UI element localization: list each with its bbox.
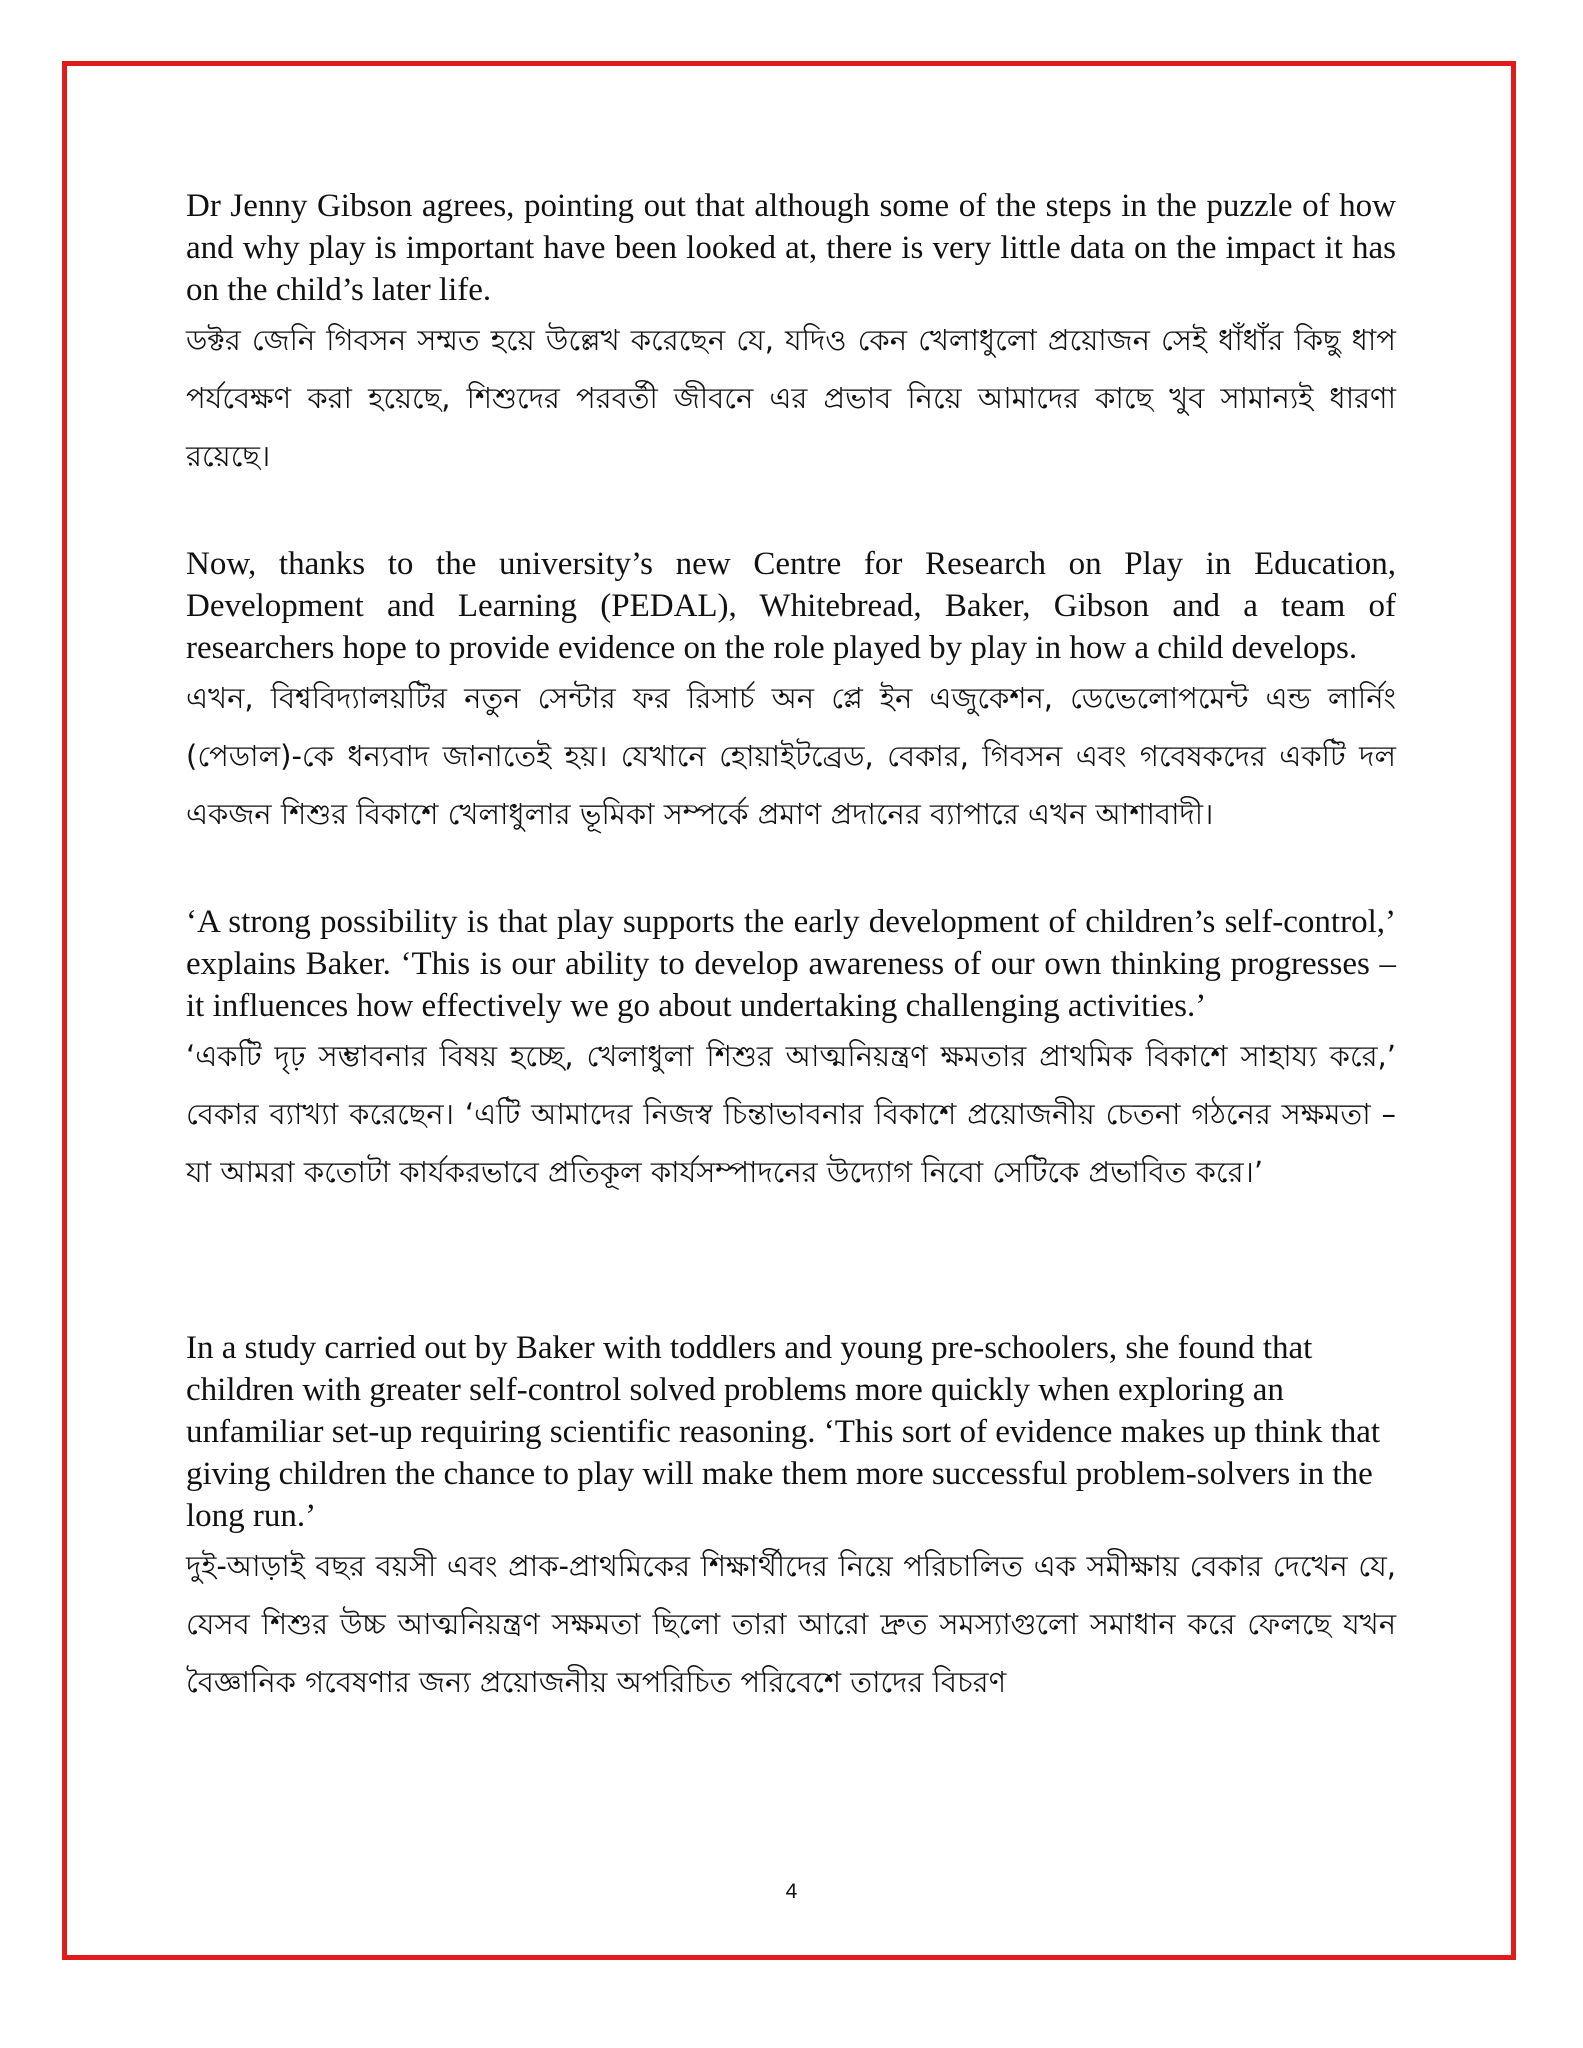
bengali-text: এখন, বিশ্ববিদ্যালয়টির নতুন সেন্টার ফর রিসার্চ অন প্লে ইন এজুকেশন, ডেভেলোপমেন্ট এন্ড লার্নিং (পেডাল)-কে ধন্যবাদ জানাতেই হয়। যেখানে হোয়াইটব্রেড, বেকার, গিবসন এবং গবেষকদের একটি দল একজন শিশুর বিকাশে খেলাধুলার ভূমিকা সম্পর্কে প্রমাণ প্রদানের ব্যাপারে এখন আশাবাদী। — [186, 681, 1396, 831]
page-content — [186, 185, 1396, 1769]
bengali-text: দুই-আড়াই বছর বয়সী এবং প্রাক-প্রাথমিকের শিক্ষার্থীদের নিয়ে পরিচালিত এক সমীক্ষায় বেকার দেখেন যে, যেসব শিশুর উচ্চ আত্মনিয়ন্ত্রণ সক্ষমতা ছিলো তারা আরো দ্রুত সমস্যাগুলো সমাধান করে ফেলছে যখন বৈজ্ঞানিক গবেষণার জন্য প্রয়োজনীয় অপরিচিত পরিবেশে তাদের বিচরণ — [186, 1549, 1396, 1699]
paragraph-2 — [186, 543, 1396, 843]
page-number: 4 — [785, 1880, 798, 1903]
english-text: ‘A strong possibility is that play supports the early development of children’s self-control,’ explains Baker. ‘This is our ability to develop awareness of our own thinking progresses – it influences how effectively we go about undertaking challenging activities.’ — [186, 904, 1396, 1024]
bengali-text: ডক্টর জেনি গিবসন সম্মত হয়ে উল্লেখ করেছেন যে, যদিও কেন খেলাধুলো প্রয়োজন সেই ধাঁধাঁর কিছু ধাপ পর্যবেক্ষণ করা হয়েছে, শিশুদের পরবর্তী জীবনে এর প্রভাব নিয়ে আমাদের কাছে খুব সামান্যই ধারণা রয়েছে। — [186, 323, 1396, 473]
paragraph-1 — [186, 185, 1396, 485]
english-text: Dr Jenny Gibson agrees, pointing out that although some of the steps in the puzzle of how and why play is important have been looked at, there is very little data on the impact it has on the child’s later life. — [186, 188, 1396, 308]
english-text: In a study carried out by Baker with toddlers and young pre-schoolers, she found that children with greater self-control solved problems more quickly when exploring an unfamiliar set-up requiring scientific reasoning. ‘This sort of evidence makes up think that giving children the chance to play will make them more successful problem-solvers in the long run.’ — [186, 1330, 1381, 1534]
paragraph-4 — [186, 1327, 1396, 1711]
bengali-text: ‘একটি দৃঢ় সম্ভাবনার বিষয় হচ্ছে, খেলাধুলা শিশুর আত্মনিয়ন্ত্রণ ক্ষমতার প্রাথমিক বিকাশে সাহায্য করে,’ বেকার ব্যাখ্যা করেছেন। ‘এটি আমাদের নিজস্ব চিন্তাভাবনার বিকাশে প্রয়োজনীয় চেতনা গঠনের সক্ষমতা – যা আমরা কতোটা কার্যকরভাবে প্রতিকূল কার্যসম্পাদনের উদ্যোগ নিবো সেটিকে প্রভাবিত করে।’ — [186, 1039, 1396, 1189]
section-spacer — [186, 1259, 1396, 1327]
paragraph-3 — [186, 901, 1396, 1201]
english-text: Now, thanks to the university’s new Centre for Research on Play in Education, Development and Learning (PEDAL), Whitebread, Baker, Gibson and a team of researchers hope to provide evidence on the role played by play in how a child develops. — [186, 546, 1396, 666]
